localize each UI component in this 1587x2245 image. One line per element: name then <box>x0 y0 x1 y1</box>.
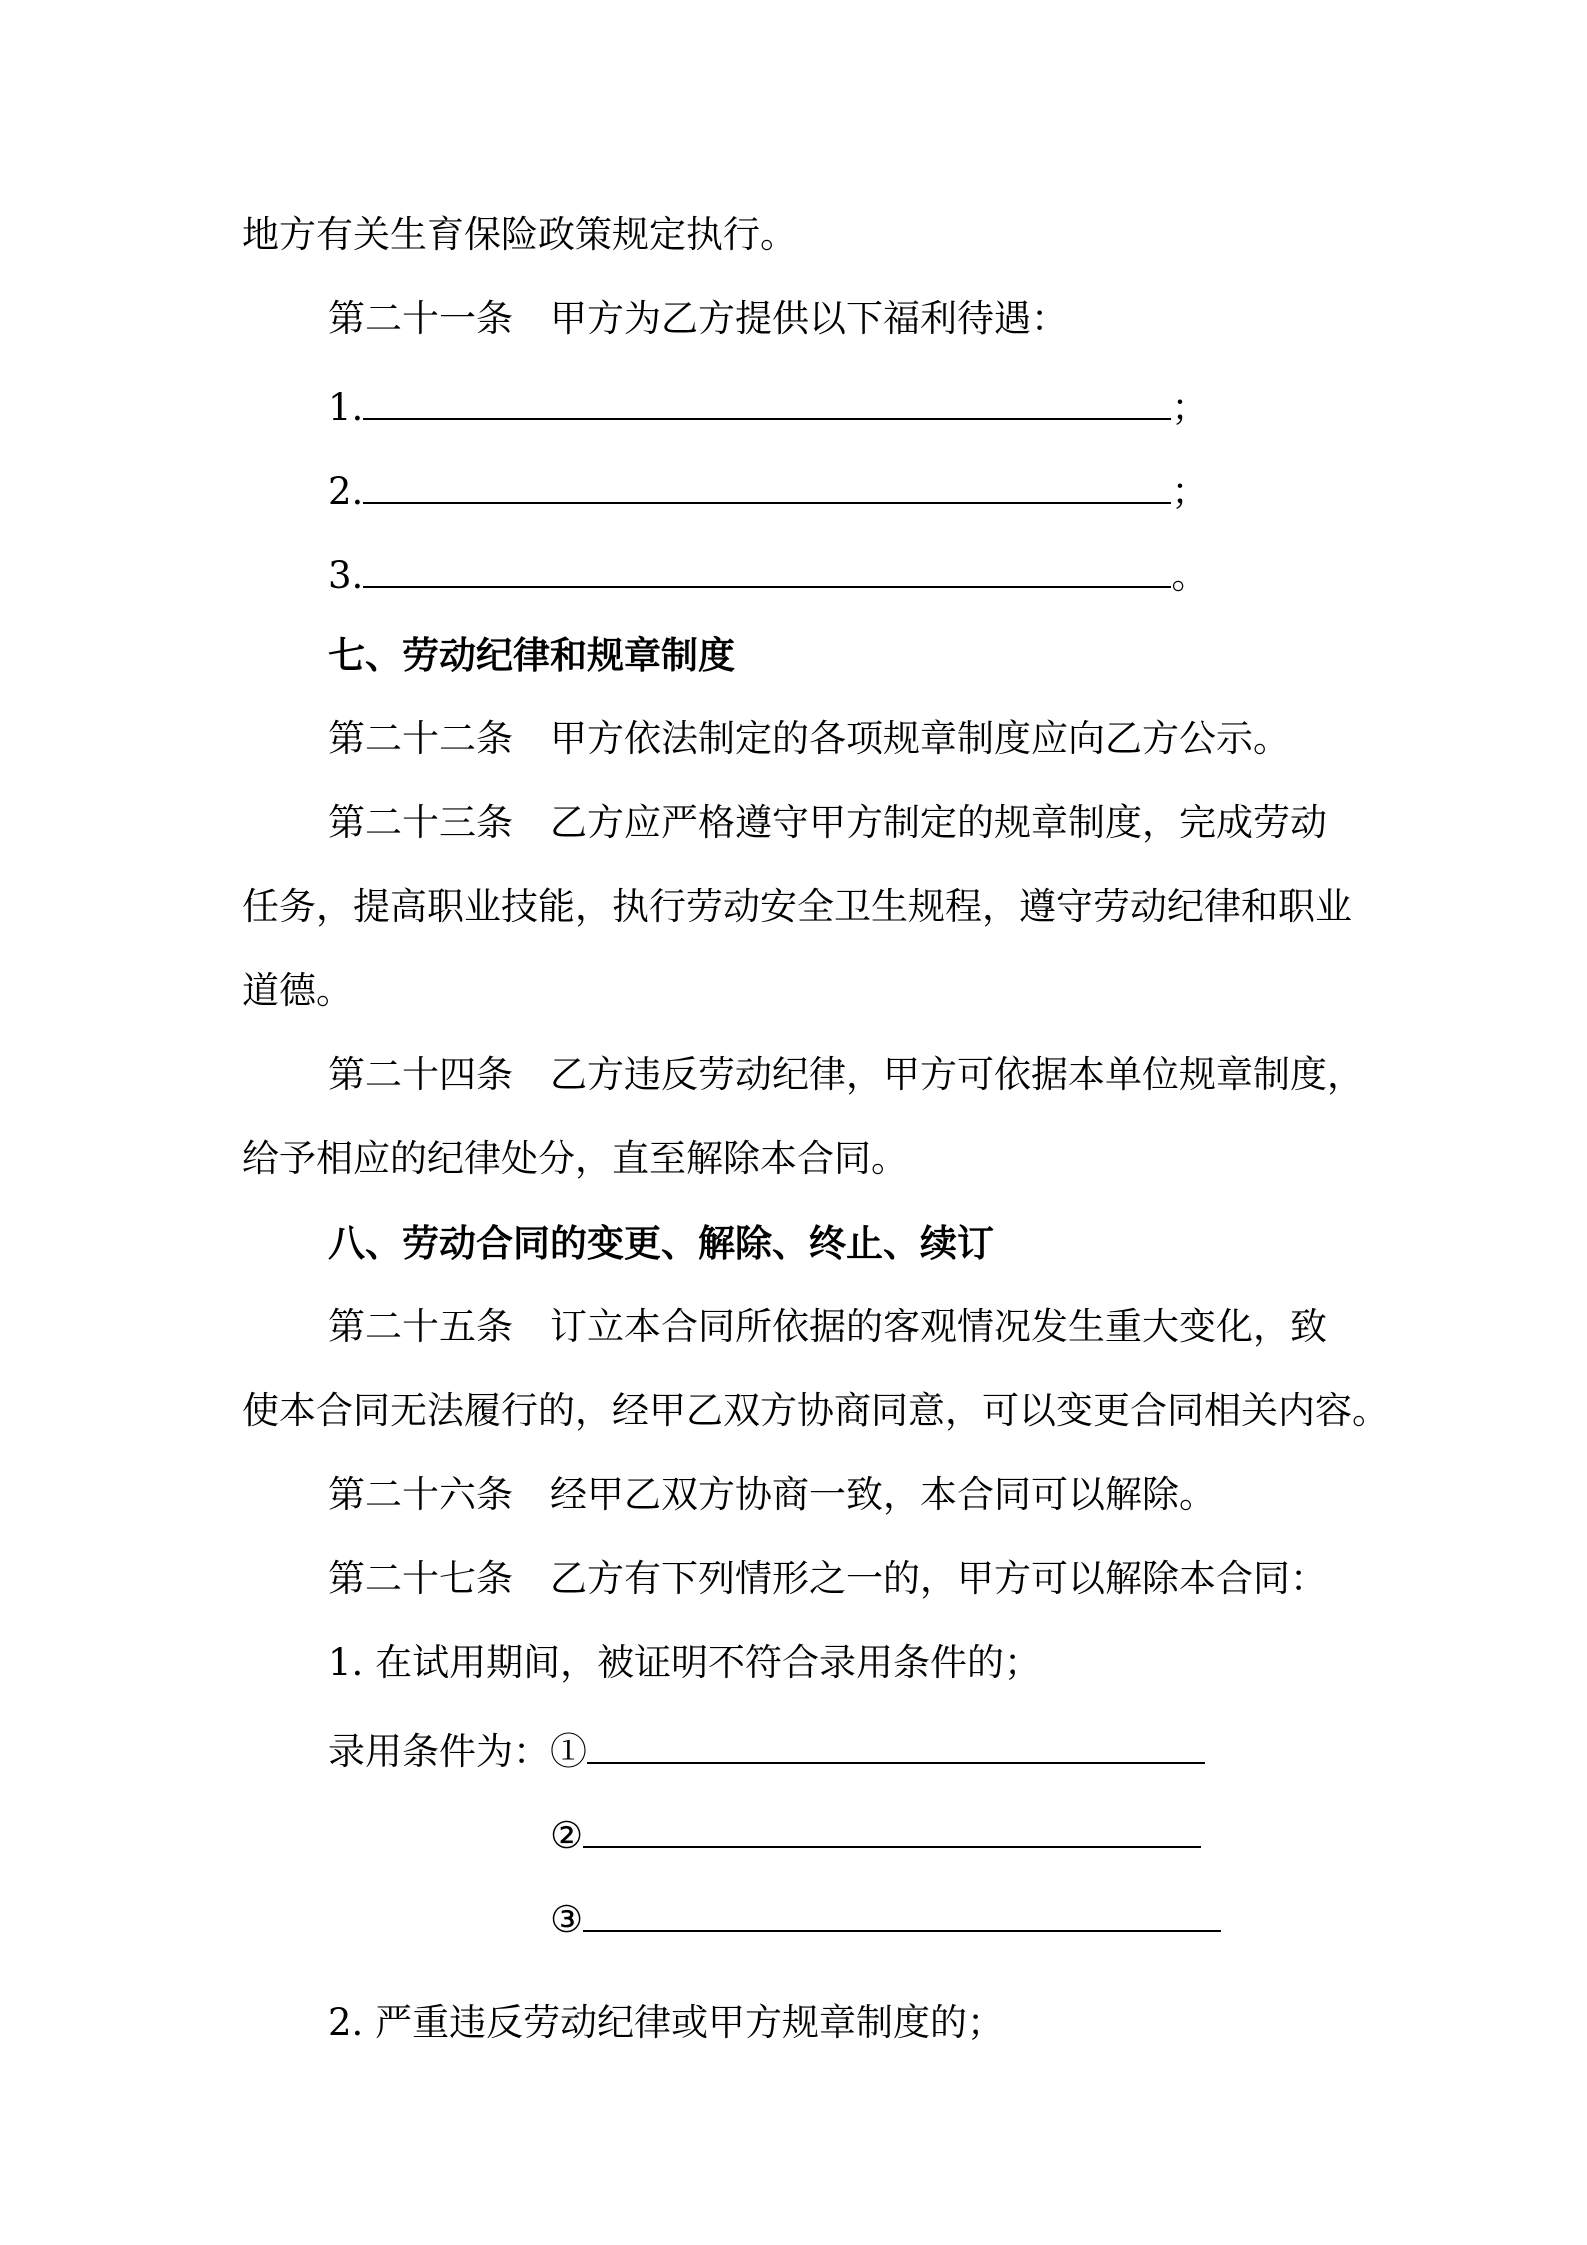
blank-underline <box>363 546 1171 588</box>
circled-number: ③ <box>550 1898 584 1941</box>
blank-underline <box>583 1890 1221 1932</box>
article-21: 第二十一条 甲方为乙方提供以下福利待遇： <box>328 297 1068 340</box>
circled-number: ② <box>550 1814 584 1857</box>
item-number: 3. <box>328 554 364 597</box>
circled-number: ① <box>550 1730 587 1773</box>
article-25-line2: 使本合同无法履行的，经甲乙双方协商同意，可以变更合同相关内容。 <box>242 1389 1389 1432</box>
article-26: 第二十六条 经甲乙双方协商一致，本合同可以解除。 <box>328 1473 1216 1516</box>
benefit-item-1 <box>328 378 1208 433</box>
article-27-item-2: 2. 严重违反劳动纪律或甲方规章制度的； <box>328 2001 1005 2044</box>
benefit-item-2 <box>328 462 1208 517</box>
blank-underline <box>583 1806 1201 1848</box>
blank-underline <box>587 1722 1205 1764</box>
article-24-line2: 给予相应的纪律处分，直至解除本合同。 <box>242 1137 908 1180</box>
section-heading-8: 八、劳动合同的变更、解除、终止、续订 <box>328 1221 994 1265</box>
article-23-line3: 道德。 <box>242 969 353 1012</box>
hiring-condition-3 <box>550 1890 1221 1945</box>
article-27: 第二十七条 乙方有下列情形之一的，甲方可以解除本合同： <box>328 1557 1327 1600</box>
hiring-condition-1 <box>328 1722 1205 1777</box>
blank-underline <box>363 462 1171 504</box>
article-24-line1: 第二十四条 乙方违反劳动纪律，甲方可依据本单位规章制度， <box>328 1053 1364 1096</box>
benefit-item-3 <box>328 546 1208 601</box>
item-end-punct: ； <box>1171 470 1209 513</box>
item-end-punct: ； <box>1171 386 1209 429</box>
item-end-punct: 。 <box>1171 554 1209 597</box>
article-22: 第二十二条 甲方依法制定的各项规章制度应向乙方公示。 <box>328 717 1290 760</box>
article-25-line1: 第二十五条 订立本合同所依据的客观情况发生重大变化，致 <box>328 1305 1327 1348</box>
article-23-line1: 第二十三条 乙方应严格遵守甲方制定的规章制度，完成劳动 <box>328 801 1327 844</box>
hiring-condition-2 <box>550 1806 1201 1861</box>
article-27-item-1: 1. 在试用期间，被证明不符合录用条件的； <box>328 1641 1042 1684</box>
section-heading-7: 七、劳动纪律和规章制度 <box>328 633 735 677</box>
paragraph-line: 地方有关生育保险政策规定执行。 <box>242 213 797 256</box>
condition-label: 录用条件为： <box>328 1730 550 1773</box>
item-number: 1. <box>328 386 364 429</box>
article-23-line2: 任务，提高职业技能，执行劳动安全卫生规程，遵守劳动纪律和职业 <box>242 885 1352 928</box>
blank-underline <box>363 378 1171 420</box>
item-number: 2. <box>328 470 364 513</box>
